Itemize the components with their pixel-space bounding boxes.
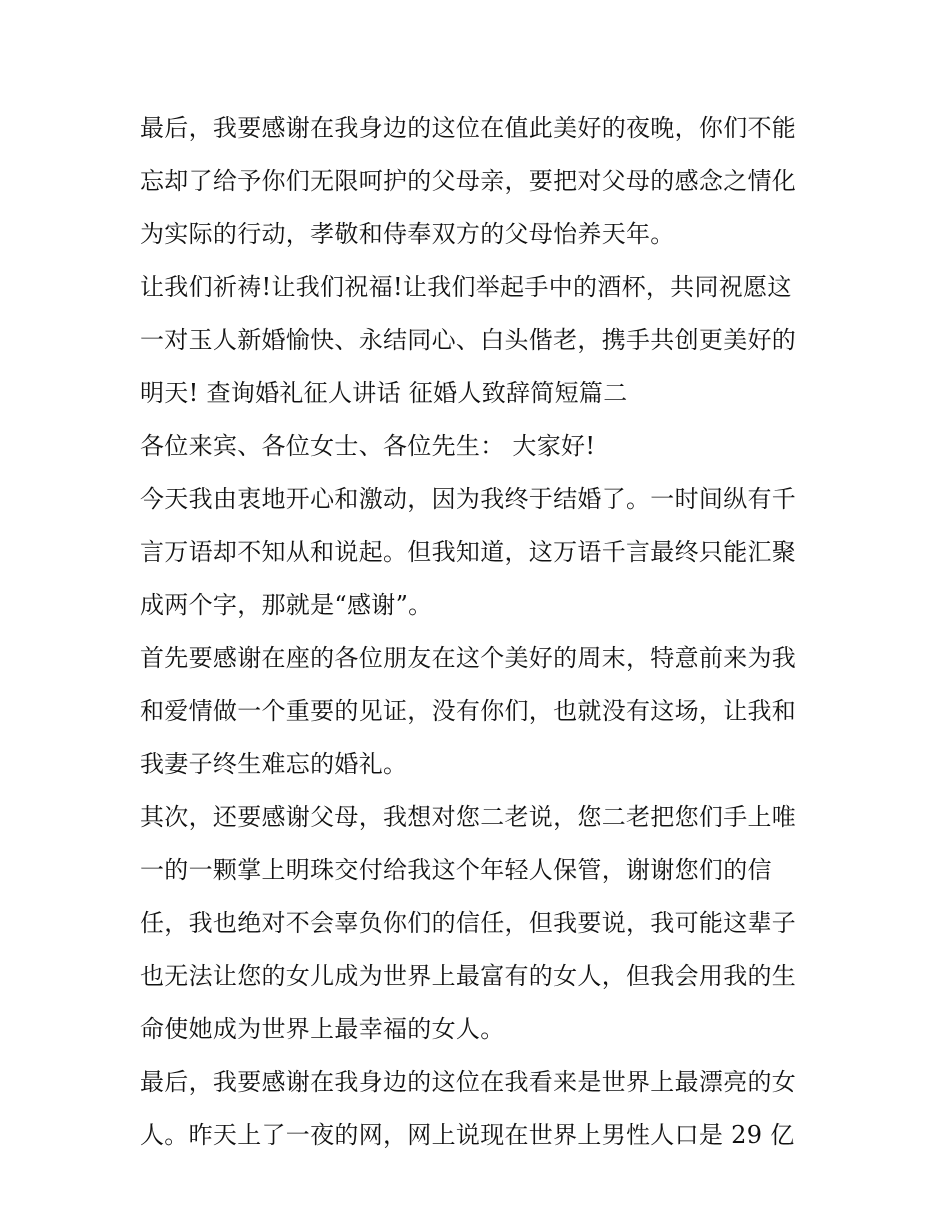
text-line: 人。昨天上了一夜的网，网上说现在世界上男性人口是 29 亿	[140, 1121, 795, 1149]
document-body	[140, 102, 820, 1162]
text-line: 今天我由衷地开心和激动，因为我终于结婚了。一时间纵有千	[140, 485, 797, 513]
paragraph	[140, 473, 820, 632]
text-line: 其次，还要感谢父母，我想对您二老说，您二老把您们手上唯	[140, 803, 797, 831]
paragraph	[140, 102, 820, 261]
text-line: 我妻子终生难忘的婚礼。	[140, 750, 408, 778]
text-line: 言万语却不知从和说起。但我知道，这万语千言最终只能汇聚	[140, 538, 797, 566]
text-line: 最后，我要感谢在我身边的这位在值此美好的夜晚，你们不能	[140, 114, 797, 142]
text-line: 让我们祈祷!让我们祝福!让我们举起手中的酒杯，共同祝愿这	[140, 273, 792, 301]
text-line: 一的一颗掌上明珠交付给我这个年轻人保管，谢谢您们的信	[140, 856, 772, 884]
text-line: 忘却了给予你们无限呵护的父母亲，要把对父母的感念之情化	[140, 167, 797, 195]
paragraph	[140, 791, 820, 1056]
text-line: 首先要感谢在座的各位朋友在这个美好的周末，特意前来为我	[140, 644, 797, 672]
text-line: 命使她成为世界上最幸福的女人。	[140, 1015, 505, 1043]
paragraph	[140, 1056, 820, 1162]
text-line: 任，我也绝对不会辜负你们的信任，但我要说，我可能这辈子	[140, 909, 797, 937]
text-line: 最后，我要感谢在我身边的这位在我看来是世界上最漂亮的女	[140, 1068, 797, 1096]
paragraph	[140, 420, 820, 473]
paragraph	[140, 632, 820, 791]
text-line: 明天! 查询婚礼征人讲话 征婚人致辞简短篇二	[140, 379, 628, 407]
text-line: 成两个字，那就是“感谢”。	[140, 591, 433, 619]
text-line: 各位来宾、各位女士、各位先生： 大家好!	[140, 432, 596, 460]
text-line: 为实际的行动，孝敬和侍奉双方的父母怡养天年。	[140, 220, 675, 248]
text-line: 也无法让您的女儿成为世界上最富有的女人，但我会用我的生	[140, 962, 797, 990]
text-line: 和爱情做一个重要的见证，没有你们，也就没有这场，让我和	[140, 697, 797, 725]
paragraph	[140, 261, 820, 420]
text-line: 一对玉人新婚愉快、永结同心、白头偕老，携手共创更美好的	[140, 326, 797, 354]
